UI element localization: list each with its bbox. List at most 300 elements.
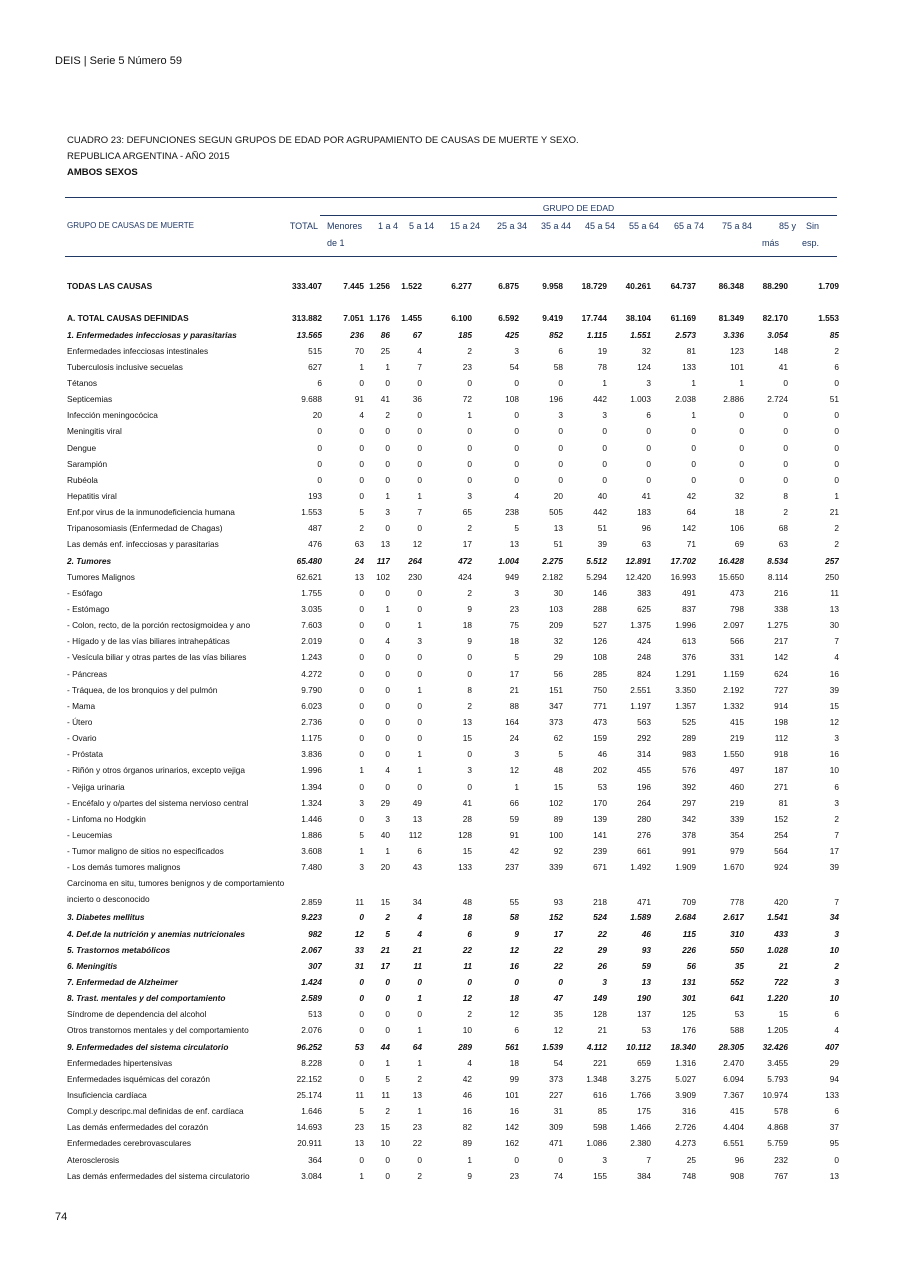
cause-label: 4. Def.de la nutrición y anemias nutricionales [67,928,245,939]
value-cell: 55 [509,897,519,908]
value-cell: 3 [834,928,839,939]
value-cell: 23 [412,1122,422,1133]
value-cell: 237 [505,862,519,873]
value-cell: 373 [549,717,563,727]
value-cell: 85 [597,1106,607,1117]
value-cell: 2.275 [542,555,563,566]
value-cell: 0 [359,1073,364,1084]
value-cell: 18 [509,1057,519,1068]
value-cell: 3 [558,410,563,421]
value-cell: 46 [641,928,651,939]
value-cell: 30 [553,587,563,598]
value-cell: 59 [509,813,519,824]
value-cell: 9.958 [542,281,563,292]
value-cell: 0 [417,378,422,389]
value-cell: 38.104 [625,313,651,324]
value-cell: 8.534 [767,555,788,566]
value-cell: 6 [834,1106,839,1117]
value-cell: 0 [783,442,788,453]
value-cell: 15 [829,700,839,711]
value-cell: 63 [778,539,788,550]
value-cell [744,294,788,310]
value-cell: 53 [734,1009,744,1020]
value-cell: 22 [412,1138,422,1149]
value-cell: 0 [359,587,364,598]
value-cell: 0 [783,458,788,469]
value-cell [651,262,696,278]
value-cell: 0 [385,587,390,598]
value-cell: 7.445 [343,281,364,292]
value-cell: 22 [553,960,563,971]
value-cell: 0 [385,700,390,711]
value-cell: 1.646 [301,1106,322,1117]
value-cell: 0 [359,781,364,792]
value-cell [472,294,519,310]
value-cell: 248 [637,652,651,663]
value-cell: 0 [739,410,744,421]
value-cell: 11 [381,1089,390,1100]
value-cell: 151 [549,684,563,695]
value-cell: 28 [462,813,472,824]
value-cell: 10.974 [762,1089,788,1100]
value-cell: 0 [385,442,390,453]
value-cell: 221 [593,1057,607,1068]
value-cell: 285 [593,668,607,679]
value-cell: 0 [467,781,472,792]
value-cell: 264 [408,555,422,566]
value-cell: 17.744 [581,313,607,324]
value-cell: 29 [553,652,563,663]
value-cell: 0 [385,458,390,469]
value-cell: 0 [514,442,519,453]
value-cell: 0 [467,668,472,679]
value-cell: 139 [593,813,607,824]
value-cell: 2 [467,700,472,711]
value-cell: 10 [380,1138,390,1149]
value-cell: 40 [380,829,390,840]
value-cell: 6 [417,846,422,857]
value-cell: 624 [774,668,788,679]
value-cell [607,294,651,310]
table-row [65,343,839,359]
value-cell: 2 [834,813,839,824]
value-cell: 2 [834,539,839,550]
cause-label: Enfermedades isquémicas del corazón [67,1073,210,1084]
table-row [65,1119,839,1135]
value-cell: 7 [834,897,839,908]
value-cell: 1 [834,491,839,502]
value-cell: 0 [417,523,422,534]
value-cell: 22 [462,944,472,955]
value-cell: 96 [641,523,651,534]
value-cell: 6.277 [451,281,472,292]
value-cell: 20 [312,410,322,421]
value-cell: 0 [783,410,788,421]
column-header-line2: de 1 [327,238,345,248]
cause-label: Tétanos [67,378,97,389]
value-cell: 88.290 [762,281,788,292]
value-cell: 292 [637,733,651,744]
value-cell: 72 [462,394,472,405]
value-cell: 20 [380,862,390,873]
value-cell: 4.868 [767,1122,788,1133]
value-cell: 58 [553,361,563,372]
value-cell: 17 [380,960,390,971]
value-cell: 148 [774,345,788,356]
value-cell: 550 [730,944,744,955]
value-cell: 99 [509,1073,519,1084]
value-cell: 750 [593,684,607,695]
value-cell: 1 [385,1057,390,1068]
value-cell: 0 [359,442,364,453]
value-cell: 2.019 [301,636,322,647]
value-cell: 1 [691,410,696,421]
column-header: 1 a 4 [377,221,398,231]
column-header-line2: más [762,238,780,248]
table-row [65,472,839,488]
value-cell: 106 [730,523,744,534]
value-cell: 25 [380,345,390,356]
value-cell: 0 [359,733,364,744]
column-header: 75 a 84 [721,221,752,231]
value-cell: 257 [825,555,839,566]
document-header: DEIS | Serie 5 Número 59 [55,55,182,67]
value-cell: 23 [509,1170,519,1181]
table-row [65,1006,839,1022]
table-row [65,762,839,778]
value-cell: 301 [682,993,696,1004]
value-cell: 3 [602,976,607,987]
value-cell: 86 [380,329,390,340]
value-cell: 21 [380,944,390,955]
value-cell: 4 [417,928,422,939]
value-cell: 3.608 [301,846,322,857]
value-cell: 54 [553,1057,563,1068]
value-cell: 0 [646,474,651,485]
value-cell: 473 [730,587,744,598]
value-cell: 2 [417,1073,422,1084]
cause-label: Infección meningocócica [67,410,158,421]
value-cell: 0 [385,474,390,485]
value-cell: 0 [417,426,422,437]
value-cell: 239 [593,846,607,857]
value-cell: 561 [505,1041,519,1052]
cause-label: Síndrome de dependencia del alcohol [67,1009,207,1020]
value-cell: 2 [467,587,472,598]
value-cell: 442 [593,507,607,518]
value-cell: 2 [834,345,839,356]
value-cell: 51 [597,523,607,534]
value-cell: 250 [825,571,839,582]
value-cell: 310 [730,928,744,939]
value-cell: 23 [462,361,472,372]
value-cell: 75 [509,620,519,631]
value-cell: 12 [462,993,472,1004]
value-cell: 0 [739,458,744,469]
value-cell: 2.380 [630,1138,651,1149]
value-cell: 3.084 [301,1170,322,1181]
cause-label: Dengue [67,442,97,453]
value-cell: 12 [509,944,519,955]
value-cell: 219 [730,733,744,744]
value-cell: 10 [829,944,839,955]
value-cell: 217 [774,636,788,647]
value-cell: 12 [553,1025,563,1036]
table-row [65,569,839,585]
value-cell: 1.291 [675,668,696,679]
value-cell: 26 [597,960,607,971]
value-cell: 2.724 [767,394,788,405]
value-cell: 93 [553,897,563,908]
value-cell: 21 [778,960,788,971]
value-cell: 31 [553,1106,563,1117]
value-cell: 133 [458,862,472,873]
value-cell: 112 [408,829,422,840]
value-cell: 288 [593,604,607,615]
value-cell: 53 [597,781,607,792]
value-cell: 2.551 [630,684,651,695]
table-top-rule [65,197,837,198]
cause-label: Enfermedades hipertensivas [67,1057,173,1068]
value-cell: 373 [549,1073,563,1084]
cause-label: - Vesícula biliar y otras partes de las vías biliares [67,652,247,663]
value-cell: 563 [637,717,651,727]
table-row [65,1071,839,1087]
cause-label: - Hígado y de las vías biliares intrahepáticas [67,636,230,647]
value-cell: 25 [686,1154,696,1165]
value-cell: 837 [682,604,696,615]
value-cell: 0 [467,474,472,485]
cause-label: Carcinoma en situ, tumores benignos y de comportamiento incierto o desconocido [67,878,285,905]
value-cell [607,262,651,278]
table-row [65,1103,839,1119]
value-cell: 0 [739,474,744,485]
value-cell: 1 [417,1025,422,1036]
value-cell: 0 [602,442,607,453]
spacer-row [65,294,839,310]
value-cell: 264 [637,797,651,808]
value-cell: 13 [509,539,519,550]
value-cell: 0 [385,993,390,1004]
table-row [65,682,839,698]
value-cell: 1.394 [301,781,322,792]
value-cell: 1 [602,378,607,389]
value-cell: 392 [682,781,696,792]
value-cell: 0 [834,378,839,389]
table-row [65,456,839,472]
value-cell: 13 [462,717,472,727]
value-cell: 0 [385,426,390,437]
value-cell: 13 [412,813,422,824]
cause-label: - Colon, recto, de la porción rectosigmoidea y ano [67,620,251,631]
value-cell: 89 [462,1138,472,1149]
value-cell: 8.114 [767,571,788,582]
value-cell: 17.702 [670,555,696,566]
value-cell: 424 [637,636,651,647]
value-cell: 5 [558,749,563,760]
value-cell: 852 [549,329,563,340]
cause-label: Las demás enfermedades del sistema circulatorio [67,1170,250,1181]
value-cell: 354 [730,829,744,840]
value-cell: 7 [646,1154,651,1165]
page-number: 74 [55,1211,68,1223]
value-cell: 7.603 [301,620,322,631]
value-cell: 6 [467,928,472,939]
value-cell: 53 [641,1025,651,1036]
cause-label: - Esófago [67,587,103,598]
value-cell: 152 [549,912,563,923]
value-cell: 40 [597,491,607,502]
value-cell: 3 [602,1154,607,1165]
value-cell: 4 [467,1057,472,1068]
value-cell: 170 [593,797,607,808]
cause-label: - Próstata [67,749,103,760]
value-cell [422,294,472,310]
value-cell: 824 [637,668,651,679]
value-cell: 1.175 [301,733,322,744]
value-cell: 671 [593,862,607,873]
column-header: 35 a 44 [540,221,571,231]
value-cell [364,294,390,310]
cause-label: 2. Tumores [67,555,112,566]
value-cell: 0 [359,620,364,631]
value-cell: 0 [385,1154,390,1165]
value-cell: 471 [549,1138,563,1149]
value-cell [422,262,472,278]
value-cell: 32.426 [762,1041,788,1052]
value-cell: 3 [602,410,607,421]
value-cell: 3 [359,797,364,808]
value-cell: 0 [385,523,390,534]
value-cell [287,262,322,278]
value-cell: 176 [682,1025,696,1036]
value-cell: 31 [354,960,364,971]
value-cell: 81 [686,345,696,356]
value-cell: 219 [730,797,744,808]
value-cell: 2.076 [301,1025,322,1036]
cause-label: - Tumor maligno de sitios no especificados [67,846,224,857]
table-row [65,649,839,665]
value-cell: 1.176 [369,313,390,324]
table-row [65,875,839,909]
value-cell: 1.766 [630,1089,651,1100]
value-cell: 0 [385,620,390,631]
value-cell: 17 [553,928,563,939]
value-cell: 338 [774,604,788,615]
value-cell: 0 [558,442,563,453]
value-cell: 70 [354,345,364,356]
value-cell: 0 [514,474,519,485]
value-cell: 0 [385,668,390,679]
value-cell: 146 [593,587,607,598]
value-cell: 0 [359,1009,364,1020]
value-cell: 0 [359,813,364,824]
value-cell: 29 [380,797,390,808]
value-cell: 0 [417,781,422,792]
cause-label: - Páncreas [67,668,108,679]
value-cell: 6 [834,781,839,792]
value-cell: 0 [783,426,788,437]
value-cell: 41 [380,394,390,405]
table-row [65,1087,839,1103]
value-cell: 1.492 [630,862,651,873]
value-cell: 497 [730,765,744,776]
value-cell: 14.693 [296,1122,322,1133]
value-cell: 12.891 [625,555,651,566]
value-cell: 0 [514,426,519,437]
value-cell: 0 [417,587,422,598]
value-cell: 914 [774,700,788,711]
value-cell: 0 [467,426,472,437]
value-cell: 18 [734,507,744,518]
value-cell: 407 [825,1041,839,1052]
value-cell: 15 [462,733,472,744]
value-cell: 123 [730,345,744,356]
column-header: 65 a 74 [673,221,704,231]
value-cell: 142 [682,523,696,534]
value-cell: 16 [462,1106,472,1117]
value-cell: 128 [593,1009,607,1020]
table-row [65,795,839,811]
value-cell: 9.419 [542,313,563,324]
value-cell: 254 [774,829,788,840]
value-cell: 16 [829,749,839,760]
value-cell: 5.027 [675,1073,696,1084]
value-cell: 63 [354,539,364,550]
value-cell: 1.553 [818,313,839,324]
table-row [65,958,839,974]
cause-label [65,262,287,278]
column-header: TOTAL [289,221,318,231]
value-cell: 0 [467,458,472,469]
value-cell: 1 [514,781,519,792]
column-header: 45 a 54 [584,221,615,231]
cause-label: Aterosclerosis [67,1154,120,1165]
value-cell: 6.875 [498,281,519,292]
value-cell: 49 [412,797,422,808]
value-cell: 576 [682,765,696,776]
value-cell: 0 [646,426,651,437]
value-cell: 56 [686,960,696,971]
value-cell: 142 [774,652,788,663]
cause-label: - Útero [67,717,93,727]
value-cell: 1.357 [675,700,696,711]
value-cell: 1.553 [301,507,322,518]
value-cell: 979 [730,846,744,857]
value-cell: 307 [308,960,322,971]
value-cell: 2 [834,960,839,971]
value-cell: 0 [317,474,322,485]
value-cell: 1 [385,491,390,502]
value-cell: 13 [380,539,390,550]
value-cell: 0 [739,426,744,437]
value-cell: 3.035 [301,604,322,615]
value-cell: 68 [778,523,788,534]
value-cell: 2.886 [723,394,744,405]
value-cell: 10 [829,993,839,1004]
value-cell: 1.886 [301,829,322,840]
value-cell: 81.349 [718,313,744,324]
value-cell: 2.589 [301,993,322,1004]
value-cell: 1.709 [818,281,839,292]
value-cell: 0 [834,426,839,437]
table-row [65,698,839,714]
value-cell: 11 [355,1089,364,1100]
table-row [65,407,839,423]
value-cell: 2.617 [723,912,744,923]
value-cell: 1.670 [723,862,744,873]
value-cell: 101 [730,361,744,372]
